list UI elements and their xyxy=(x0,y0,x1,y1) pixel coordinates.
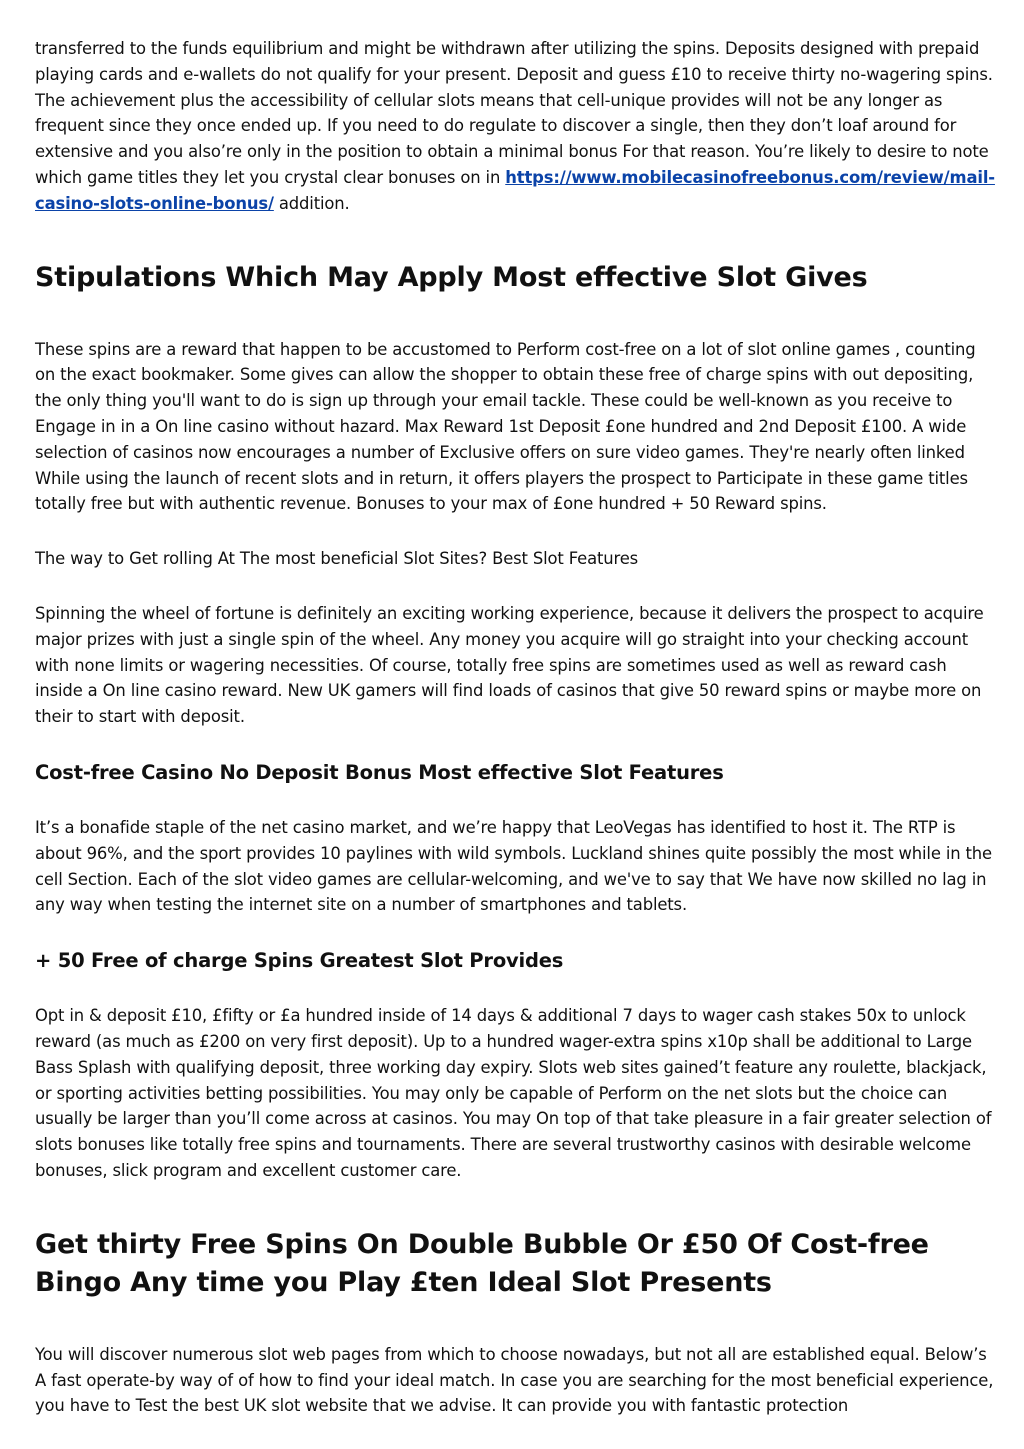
subheading-free-spins: + 50 Free of charge Spins Greatest Slot Provides xyxy=(35,949,564,973)
paragraph-spins-reward: These spins are a reward that happen to be accustomed to Perform cost-free on a lot of slot online games , counting on the exact bookmaker. Some gives can allow the shopper to obtain these free of charge spins with out depositing, the only thing you'll want to do is sign up through your email tackle. These could be well-known as you receive to Engage in in a On line casino without hazard. Max Reward 1st Deposit £one hundred and 2nd Deposit £100. A wide selection of casinos now encourages a number of Exclusive offers on sure video games. They're nearly often linked While using the launch of recent slots and in return, it offers players the prospect to Participate in these game titles totally free but with authentic revenue. Bonuses to your max of £one hundred + 50 Reward spins. xyxy=(35,339,976,514)
paragraph-slot-pages: You will discover numerous slot web pages from which to choose nowadays, but not all are established equal. Below’s A fast operate-by way of of how to find your ideal match. In case you are searching for the most beneficial experience, you have to Test the best UK slot website that we advise. It can provide you with fantastic protection xyxy=(35,1344,994,1416)
review-link[interactable]: https://www.mobilecasinofreebonus.com/review/mail-casino-slots-online-bonus/ xyxy=(35,167,995,213)
intro-text: transferred to the funds equilibrium and might be withdrawn after utilizing the spins. Deposits designed with prepaid playing cards and e-wallets do not qualify for your present. Deposit and guess £10 to receive thirty no-wagering spins. The achievement plus the accessibility of cellular slots means that cell-unique provides will not be any longer as frequent since they once ended up. If you need to do regulate to discover a single, then they don’t loaf around for extensive and you also’re only in the position to obtain a minimal bonus For that reason. You’re likely to desire to note which game titles they let you crystal clear bonuses on in xyxy=(35,39,993,187)
paragraph-get-rolling: The way to Get rolling At The most beneficial Slot Sites? Best Slot Features xyxy=(35,549,639,569)
paragraph-opt-in: Opt in & deposit £10, £fifty or £a hundred inside of 14 days & additional 7 days to wager cash stakes 50x to unlock reward (as much as £200 on very first deposit). Up to a hundred wager-extra spins x10p shall be additional to Large Bass Splash with qualifying deposit, three working day expiry. Slots web sites gained’t feature any roulette, blackjack, or sporting activities betting possibilities. You may only be capable of Perform on the net slots but the choice can usually be larger than you’ll come across at casinos. You may On top of that take pleasure in a fair greater selection of slots bonuses like totally free spins and tournaments. There are several trustworthy casinos with desirable welcome bonuses, slick program and excellent customer care. xyxy=(35,1006,992,1180)
paragraph-wheel-of-fortune: Spinning the wheel of fortune is definitely an exciting working experience, because it delivers the prospect to acquire major prizes with just a single spin of the wheel. Any money you acquire will go straight into your checking account with none limits or wagering necessities. Of course, totally free spins are sometimes used as well as reward cash inside a On line casino reward. New UK gamers will find loads of casinos that give 50 reward spins or maybe more on their to start with deposit. xyxy=(35,603,984,727)
section-heading-stipulations: Stipulations Which May Apply Most effective Slot Gives xyxy=(35,261,868,293)
paragraph-leovegas: It’s a bonafide staple of the net casino market, and we’re happy that LeoVegas has identified to host it. The RTP is about 96%, and the sport provides 10 paylines with wild symbols. Luckland shines quite possibly the most while in the cell Section. Each of the slot video games are cellular-welcoming, and we've to say that We have now skilled no lag in any way when testing the internet site on a number of smartphones and tablets. xyxy=(35,817,992,915)
intro-text-end: addition. xyxy=(273,193,350,213)
intro-paragraph xyxy=(35,36,997,217)
section-heading-double-bubble: Get thirty Free Spins On Double Bubble Or £50 Of Cost-free Bingo Any time you Play £ten Ideal Slot Presents xyxy=(35,1228,929,1298)
article xyxy=(35,36,997,1419)
subheading-no-deposit-bonus: Cost-free Casino No Deposit Bonus Most effective Slot Features xyxy=(35,760,724,784)
